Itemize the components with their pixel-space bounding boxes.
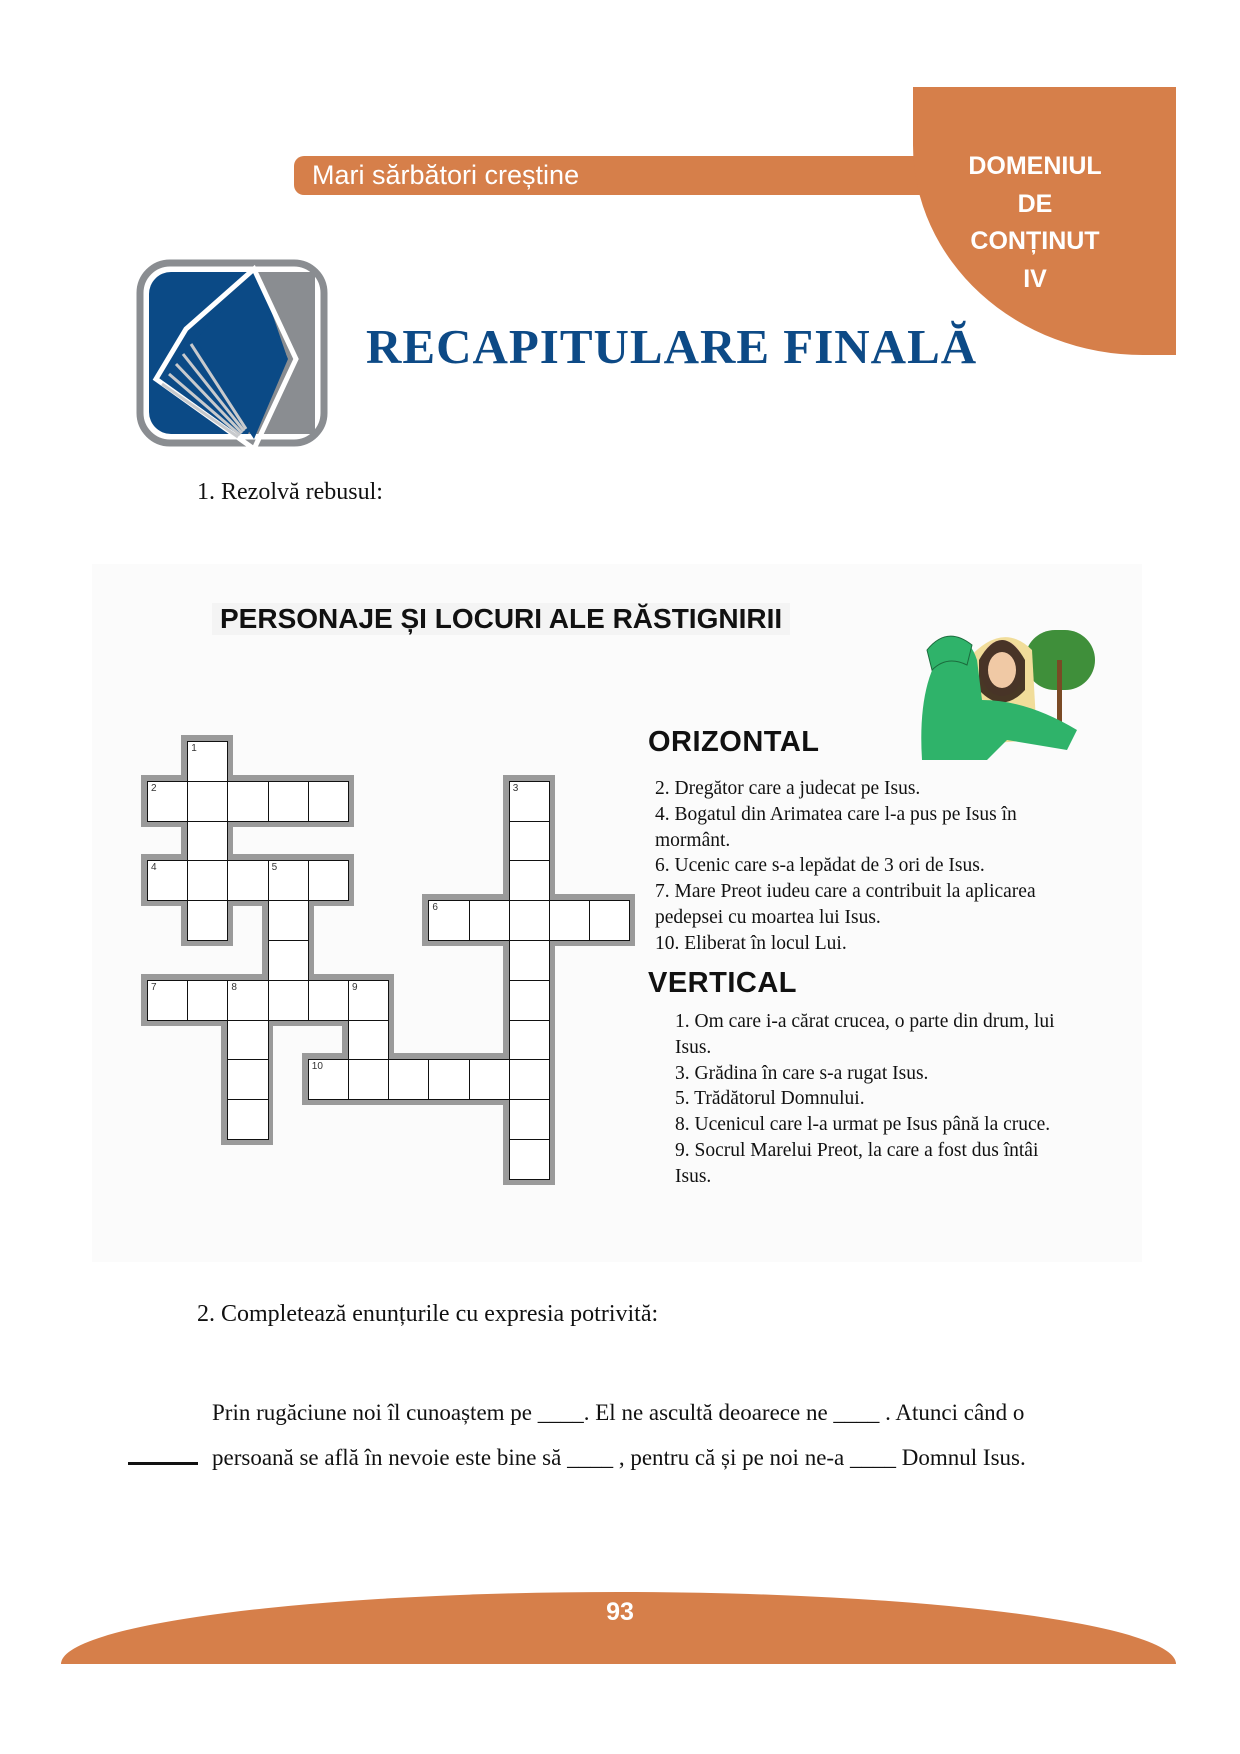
crossword-cell[interactable] xyxy=(348,980,389,1021)
crossword-cell[interactable] xyxy=(348,1020,389,1061)
vertical-heading: VERTICAL xyxy=(648,967,797,999)
crossword-cell[interactable] xyxy=(428,1059,469,1100)
crossword-cell[interactable] xyxy=(509,900,550,941)
crossword-cell[interactable] xyxy=(227,781,268,822)
clue-across-2: 2. Dregător care a judecat pe Isus. xyxy=(655,778,921,799)
crossword-cell[interactable] xyxy=(428,900,469,941)
crossword-cell[interactable] xyxy=(509,781,550,822)
crossword-cell[interactable] xyxy=(509,1139,550,1180)
crossword-cell[interactable] xyxy=(509,860,550,901)
crossword-cell[interactable] xyxy=(308,980,349,1021)
crossword-cell[interactable] xyxy=(589,900,630,941)
crossword-cell[interactable] xyxy=(268,860,309,901)
crossword-cell[interactable] xyxy=(509,1099,550,1140)
crossword-cell[interactable] xyxy=(227,1059,268,1100)
clue-across-7: 7. Mare Preot iudeu care a contribuit la aplicarea pedepsei cu moartea lui Isus. xyxy=(655,881,1036,928)
crossword-cell[interactable] xyxy=(308,1059,349,1100)
crossword-cell-number: 1 xyxy=(191,743,197,754)
page-number: 93 xyxy=(606,1598,634,1626)
crossword-cell-number: 6 xyxy=(432,902,438,914)
crossword-cell[interactable] xyxy=(469,1059,510,1100)
crossword-cell[interactable] xyxy=(268,781,309,822)
crossword-cell[interactable] xyxy=(268,980,309,1021)
crossword-cell[interactable] xyxy=(268,900,309,941)
crossword-cell-number: 10 xyxy=(311,1061,323,1073)
clue-down-8: 8. Ucenicul care l-a urmat pe Isus până la cruce. xyxy=(675,1114,1051,1136)
crossword-cell[interactable] xyxy=(227,1099,268,1140)
crossword-cell[interactable] xyxy=(187,900,228,941)
crossword-cell[interactable] xyxy=(509,1020,550,1061)
task2-label: 2. Completează enunțurile cu expresia potrivită: xyxy=(197,1301,659,1327)
crossword-cell[interactable] xyxy=(227,1020,268,1061)
crossword-cell[interactable] xyxy=(187,980,228,1021)
crossword-cell[interactable] xyxy=(549,900,590,941)
crossword-cell[interactable] xyxy=(388,1059,429,1100)
crossword-cell[interactable] xyxy=(268,940,309,981)
fill-in-paragraph: Prin rugăciune noi îl cunoaștem pe ____. El ne ascultă deoarece ne ____ . Atunci când o persoană se află în nevoie este bine să ____ , pentru că și pe noi ne-a ____ Domnul Isus. xyxy=(212,1400,1026,1470)
crossword-cell-number: 4 xyxy=(151,862,157,874)
crossword-cell[interactable] xyxy=(308,860,349,901)
clue-across-10: 10. Eliberat în locul Lui. xyxy=(655,932,847,954)
crossword-cell[interactable] xyxy=(509,940,550,981)
domain-label-line: IV xyxy=(1023,264,1047,293)
domain-label-line: DOMENIUL xyxy=(968,152,1102,180)
crossword-cell[interactable] xyxy=(147,781,188,822)
crossword-cell[interactable] xyxy=(147,860,188,901)
section-title: Mari sărbători creștine xyxy=(312,160,580,190)
book-logo-icon xyxy=(136,259,328,453)
crossword-cell[interactable] xyxy=(509,1059,550,1100)
crossword-cell-number: 3 xyxy=(512,782,519,794)
crossword-title: PERSONAJE ȘI LOCURI ALE RĂSTIGNIRII xyxy=(212,603,790,635)
clue-down-3: 3. Grădina în care s-a rugat Isus. xyxy=(675,1062,929,1084)
task1-label: 1. Rezolvă rebusul: xyxy=(197,479,383,505)
crossword-cell[interactable] xyxy=(187,741,228,782)
crossword-cell-number: 8 xyxy=(231,981,237,993)
vertical-clues xyxy=(675,1009,1075,1190)
clue-down-9: 9. Socrul Marelui Preot, la care a fost dus întâi Isus. xyxy=(675,1139,1039,1187)
crossword-cell[interactable] xyxy=(348,1059,389,1100)
clue-down-5: 5. Trădătorul Domnului. xyxy=(675,1088,865,1110)
crossword-cell[interactable] xyxy=(509,821,550,862)
crossword-cell[interactable] xyxy=(469,900,510,941)
crossword-cell-number: 7 xyxy=(151,981,157,993)
domain-label xyxy=(935,148,1135,298)
crossword-grid xyxy=(147,741,647,1191)
judas-kiss-illustration xyxy=(907,620,1100,760)
clue-down-1: 1. Om care i-a cărat crucea, o parte din drum, lui Isus. xyxy=(675,1011,1055,1058)
horizontal-clues xyxy=(655,776,1075,957)
blank-line xyxy=(128,1462,198,1465)
crossword-cell[interactable] xyxy=(147,980,188,1021)
crossword-cell[interactable] xyxy=(227,860,268,901)
crossword-cell[interactable] xyxy=(187,860,228,901)
domain-label-line: DE xyxy=(1017,189,1053,218)
domain-label-line: CONȚINUT xyxy=(970,227,1100,255)
clue-across-4: 4. Bogatul din Arimatea care l-a pus pe Isus în mormânt. xyxy=(655,803,1017,851)
crossword-cell[interactable] xyxy=(509,980,550,1021)
horizontal-heading: ORIZONTAL xyxy=(648,726,820,758)
crossword-cell[interactable] xyxy=(308,781,349,822)
crossword-cell[interactable] xyxy=(187,821,228,862)
clue-across-6: 6. Ucenic care s-a lepădat de 3 ori de Isus. xyxy=(655,855,985,877)
crossword-cell-number: 2 xyxy=(151,782,157,794)
page-title: RECAPITULARE FINALĂ xyxy=(366,319,978,374)
crossword-cell-number: 5 xyxy=(271,862,278,874)
crossword-cell[interactable] xyxy=(187,781,228,822)
crossword-cell[interactable] xyxy=(227,980,268,1021)
crossword-cell-number: 9 xyxy=(352,981,358,993)
